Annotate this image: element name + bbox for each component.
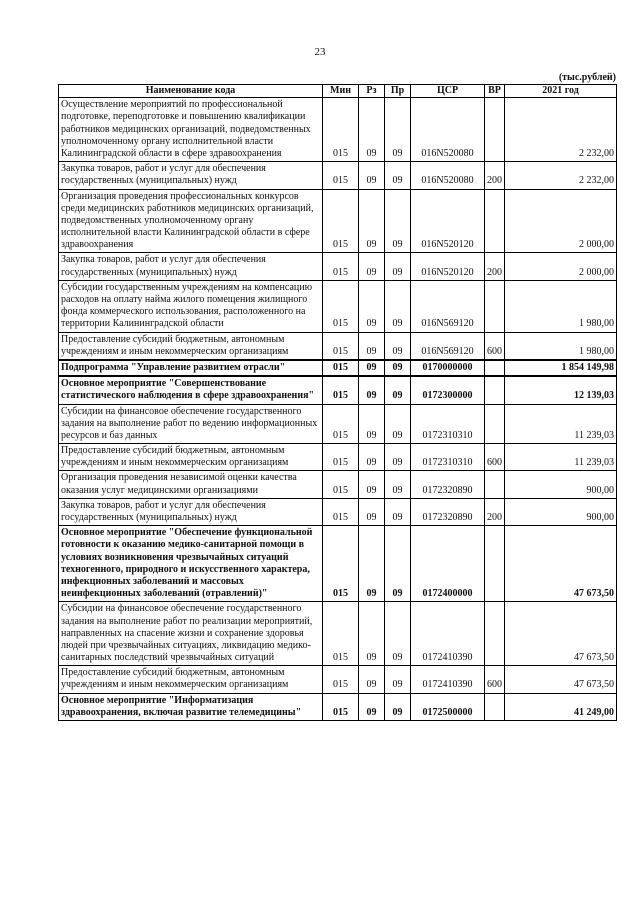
table-row [59,280,617,332]
row-csr: 0172410390 [411,602,485,666]
row-csr: 0172310310 [411,404,485,444]
row-rz: 09 [359,253,385,280]
row-min: 015 [323,98,359,162]
row-amount: 12 139,03 [505,376,617,404]
row-vr [485,471,505,498]
row-pr: 09 [385,98,411,162]
table-row [59,376,617,404]
units-label: (тыс.рублей) [558,72,616,83]
row-rz: 09 [359,332,385,360]
col-header-rz: Рз [359,85,385,98]
table-row [59,693,617,720]
row-pr: 09 [385,332,411,360]
row-vr [485,360,505,376]
row-csr: 016N569120 [411,280,485,332]
row-amount: 2 000,00 [505,189,617,253]
col-header-csr: ЦСР [411,85,485,98]
row-pr: 09 [385,162,411,189]
table-row [59,360,617,376]
row-csr: 0172410390 [411,666,485,693]
table-row [59,404,617,444]
row-min: 015 [323,602,359,666]
row-min: 015 [323,332,359,360]
row-csr: 016N520080 [411,162,485,189]
row-vr: 200 [485,162,505,189]
budget-table [58,84,617,721]
row-name: Организация проведения независимой оценки качества оказания услуг медицинскими организациями [59,471,323,498]
row-csr: 0170000000 [411,360,485,376]
row-csr: 0172310310 [411,444,485,471]
row-vr [485,404,505,444]
table-row [59,444,617,471]
row-name: Субсидии на финансовое обеспечение государственного задания на выполнение работ по ведению информационных ресурсов и баз данных [59,404,323,444]
col-header-pr: Пр [385,85,411,98]
table-row [59,332,617,360]
row-min: 015 [323,162,359,189]
row-rz: 09 [359,693,385,720]
table-row [59,526,617,602]
row-min: 015 [323,471,359,498]
row-vr [485,98,505,162]
row-name: Основное мероприятие "Обеспечение функциональной готовности к оказанию медико-санитарной помощи в условиях возникновения чрезвычайных ситуаций техногенного, природного и искусственного характера, инфекционных заболеваний и массовых неинфекционных заболеваний (отравлений)" [59,526,323,602]
row-pr: 09 [385,376,411,404]
row-min: 015 [323,526,359,602]
row-name: Организация проведения профессиональных конкурсов среди медицинских работников медицинских организаций, подведомственных уполномоченному органу исполнительной власти Калининградской области в сфере здравоохранения [59,189,323,253]
row-name: Субсидии на финансовое обеспечение государственного задания на выполнение работ по реализации мероприятий, направленных на спасение жизни и сохранение здоровья людей при чрезвычайных ситуациях, ликвидацию медико-санитарных последствий чрезвычайных ситуаций [59,602,323,666]
row-amount: 1 980,00 [505,280,617,332]
row-rz: 09 [359,360,385,376]
row-csr: 0172400000 [411,526,485,602]
row-rz: 09 [359,280,385,332]
row-csr: 016N520080 [411,98,485,162]
col-header-name: Наименование кода [59,85,323,98]
table-row [59,471,617,498]
row-rz: 09 [359,498,385,525]
row-name: Основное мероприятие "Совершенствование статистического наблюдения в сфере здравоохранения" [59,376,323,404]
col-header-amount: 2021 год [505,85,617,98]
row-pr: 09 [385,404,411,444]
row-csr: 016N520120 [411,189,485,253]
row-min: 015 [323,360,359,376]
row-amount: 2 232,00 [505,98,617,162]
row-min: 015 [323,444,359,471]
row-name: Предоставление субсидий бюджетным, автономным учреждениям и иным некоммерческим организациям [59,444,323,471]
row-rz: 09 [359,376,385,404]
row-pr: 09 [385,693,411,720]
row-pr: 09 [385,189,411,253]
row-amount: 2 000,00 [505,253,617,280]
row-vr: 200 [485,253,505,280]
row-amount: 2 232,00 [505,162,617,189]
row-csr: 0172320890 [411,471,485,498]
table-row [59,666,617,693]
row-min: 015 [323,280,359,332]
row-min: 015 [323,376,359,404]
row-pr: 09 [385,526,411,602]
row-rz: 09 [359,602,385,666]
row-pr: 09 [385,666,411,693]
row-rz: 09 [359,98,385,162]
row-amount: 11 239,03 [505,444,617,471]
row-name: Предоставление субсидий бюджетным, автономным учреждениям и иным некоммерческим организациям [59,332,323,360]
row-vr [485,280,505,332]
row-vr: 600 [485,444,505,471]
col-header-vr: ВР [485,85,505,98]
row-rz: 09 [359,404,385,444]
page-number: 23 [314,46,326,58]
row-name: Подпрограмма "Управление развитием отрасли" [59,360,323,376]
row-vr: 600 [485,332,505,360]
row-min: 015 [323,189,359,253]
row-amount: 11 239,03 [505,404,617,444]
row-amount: 47 673,50 [505,526,617,602]
row-rz: 09 [359,471,385,498]
row-vr [485,376,505,404]
table-row [59,498,617,525]
row-amount: 900,00 [505,471,617,498]
row-vr [485,693,505,720]
row-vr [485,602,505,666]
row-rz: 09 [359,189,385,253]
row-amount: 41 249,00 [505,693,617,720]
row-rz: 09 [359,666,385,693]
row-rz: 09 [359,162,385,189]
row-name: Закупка товаров, работ и услуг для обеспечения государственных (муниципальных) нужд [59,162,323,189]
row-rz: 09 [359,444,385,471]
row-min: 015 [323,253,359,280]
row-min: 015 [323,666,359,693]
row-csr: 0172500000 [411,693,485,720]
row-pr: 09 [385,498,411,525]
row-vr [485,526,505,602]
row-min: 015 [323,693,359,720]
row-name: Предоставление субсидий бюджетным, автономным учреждениям и иным некоммерческим организациям [59,666,323,693]
row-amount: 900,00 [505,498,617,525]
row-csr: 0172320890 [411,498,485,525]
row-amount: 1 980,00 [505,332,617,360]
row-amount: 1 854 149,98 [505,360,617,376]
row-pr: 09 [385,280,411,332]
row-csr: 016N520120 [411,253,485,280]
row-pr: 09 [385,360,411,376]
row-pr: 09 [385,253,411,280]
row-name: Осуществление мероприятий по профессиональной подготовке, переподготовке и повышению квалификации работников медицинских организаций, подведомственных уполномоченному органу исполнительной власти Калининградской области в сфере здравоохранения [59,98,323,162]
row-pr: 09 [385,602,411,666]
row-pr: 09 [385,471,411,498]
row-amount: 47 673,50 [505,666,617,693]
table-row [59,602,617,666]
row-name: Субсидии государственным учреждениям на компенсацию расходов на оплату найма жилого помещения жилищного фонда коммерческого использования, расположенного на территории Калининградской области [59,280,323,332]
row-min: 015 [323,498,359,525]
row-rz: 09 [359,526,385,602]
table-row [59,253,617,280]
table-row [59,189,617,253]
row-vr: 200 [485,498,505,525]
row-amount: 47 673,50 [505,602,617,666]
row-pr: 09 [385,444,411,471]
table-row [59,98,617,162]
row-vr [485,189,505,253]
row-vr: 600 [485,666,505,693]
row-name: Основное мероприятие "Информатизация здравоохранения, включая развитие телемедицины" [59,693,323,720]
row-name: Закупка товаров, работ и услуг для обеспечения государственных (муниципальных) нужд [59,253,323,280]
table-row [59,162,617,189]
col-header-min: Мин [323,85,359,98]
row-csr: 016N569120 [411,332,485,360]
header-row [59,85,617,98]
row-min: 015 [323,404,359,444]
row-csr: 0172300000 [411,376,485,404]
row-name: Закупка товаров, работ и услуг для обеспечения государственных (муниципальных) нужд [59,498,323,525]
